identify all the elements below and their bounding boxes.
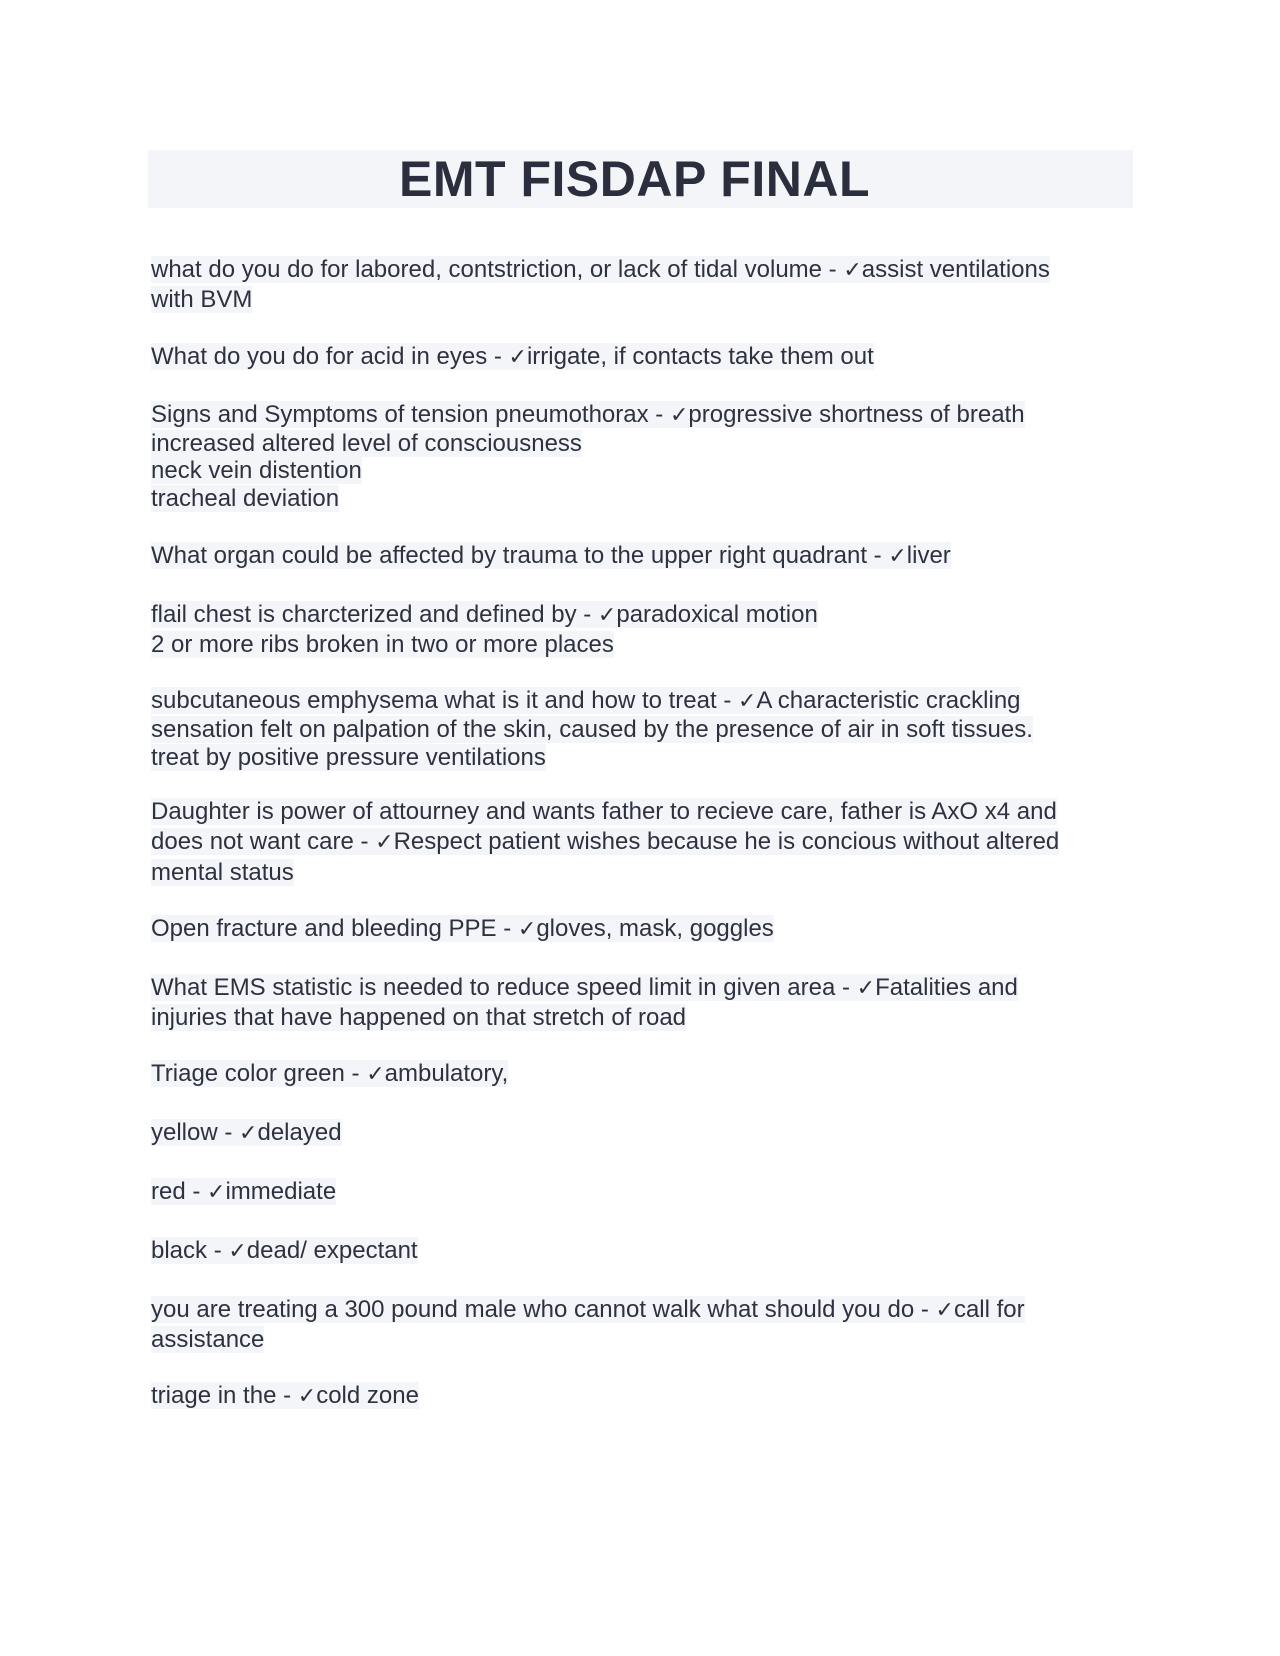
answer-text: paradoxical motion 2 or more ribs broken in two or more places (151, 601, 818, 658)
answer-text: call for assistance (151, 1296, 1025, 1353)
check-mark-icon: ✓ (888, 544, 907, 569)
check-mark-icon: ✓ (856, 976, 876, 1001)
check-mark-icon: ✓ (843, 258, 862, 283)
check-mark-icon: ✓ (297, 1384, 317, 1409)
answer-text: liver (906, 542, 951, 569)
qa-item (151, 973, 1111, 1032)
qa-item (151, 1381, 1111, 1411)
check-mark-icon: ✓ (228, 1239, 247, 1264)
qa-item (151, 401, 1111, 512)
question-text: Open fracture and bleeding PPE - (151, 915, 518, 942)
qa-item (151, 914, 1111, 944)
question-text: Triage color green - (151, 1060, 367, 1087)
answer-text: assist ventilations with BVM (151, 256, 1050, 313)
qa-text (151, 256, 1050, 313)
answer-text: Fatalities and injuries that have happened on that stretch of road (151, 974, 1018, 1031)
check-mark-icon: ✓ (517, 917, 537, 942)
check-mark-icon: ✓ (737, 689, 757, 714)
answer-text: irrigate, if contacts take them out (526, 343, 874, 370)
qa-text (151, 401, 1025, 512)
qa-item (151, 797, 1111, 888)
answer-text: cold zone (316, 1382, 419, 1409)
answer-text: immediate (225, 1178, 337, 1205)
question-text: black - (151, 1237, 229, 1264)
answer-text: progressive shortness of breath increased altered level of consciousness neck vein distention tracheal deviation (151, 401, 1025, 512)
answer-text: gloves, mask, goggles (536, 915, 774, 942)
qa-item (151, 1177, 1111, 1207)
qa-item (151, 687, 1111, 772)
check-mark-icon: ✓ (366, 1062, 385, 1087)
answer-text: Respect patient wishes because he is concious without altered mental status (151, 828, 1060, 886)
check-mark-icon: ✓ (669, 403, 689, 428)
question-text: What EMS statistic is needed to reduce speed limit in given area - (151, 974, 857, 1001)
question-text: what do you do for labored, contstriction, or lack of tidal volume - (151, 256, 844, 283)
title-band (148, 150, 1133, 208)
answer-text: ambulatory, (384, 1060, 509, 1087)
check-mark-icon: ✓ (935, 1298, 954, 1323)
qa-item (151, 342, 1111, 372)
qa-item (151, 1236, 1111, 1266)
qa-text (151, 1382, 419, 1409)
qa-text (151, 1296, 1025, 1353)
qa-text (151, 1119, 342, 1146)
question-text: you are treating a 300 pound male who cannot walk what should you do - (151, 1296, 936, 1323)
question-text: What organ could be affected by trauma to the upper right quadrant - (151, 542, 889, 569)
qa-text (151, 974, 1018, 1031)
qa-text (151, 601, 818, 658)
qa-text (151, 1178, 336, 1205)
answer-text: dead/ expectant (246, 1237, 418, 1264)
qa-text (151, 542, 951, 569)
question-text: Daughter is power of attourney and wants father to recieve care, father is AxO x4 and does not want care - (151, 798, 1057, 855)
qa-item (151, 541, 1111, 571)
qa-item (151, 255, 1111, 314)
qa-item (151, 600, 1111, 659)
check-mark-icon: ✓ (597, 603, 617, 628)
question-text: What do you do for acid in eyes - (151, 343, 509, 370)
question-text: Signs and Symptoms of tension pneumothorax - (151, 401, 670, 428)
check-mark-icon: ✓ (508, 345, 527, 370)
document-title: EMT FISDAP FINAL (399, 151, 870, 207)
check-mark-icon: ✓ (207, 1180, 226, 1205)
answer-text: delayed (257, 1119, 342, 1146)
question-text: triage in the - (151, 1382, 298, 1409)
check-mark-icon: ✓ (375, 830, 394, 855)
qa-item (151, 1118, 1111, 1148)
question-text: red - (151, 1178, 208, 1205)
qa-text (151, 343, 874, 370)
qa-text (151, 1060, 508, 1087)
qa-item (151, 1295, 1111, 1354)
qa-text (151, 1237, 418, 1264)
qa-item (151, 1059, 1111, 1089)
question-text: subcutaneous emphysema what is it and how to treat - (151, 687, 738, 714)
check-mark-icon: ✓ (239, 1121, 258, 1146)
qa-text (151, 798, 1059, 886)
qa-text (151, 687, 1033, 771)
question-text: flail chest is charcterized and defined by - (151, 601, 598, 628)
question-text: yellow - (151, 1119, 240, 1146)
qa-text (151, 915, 774, 942)
answer-text: A characteristic crackling sensation felt on palpation of the skin, caused by the presence of air in soft tissues. treat by positive pressure ventilations (151, 687, 1033, 771)
